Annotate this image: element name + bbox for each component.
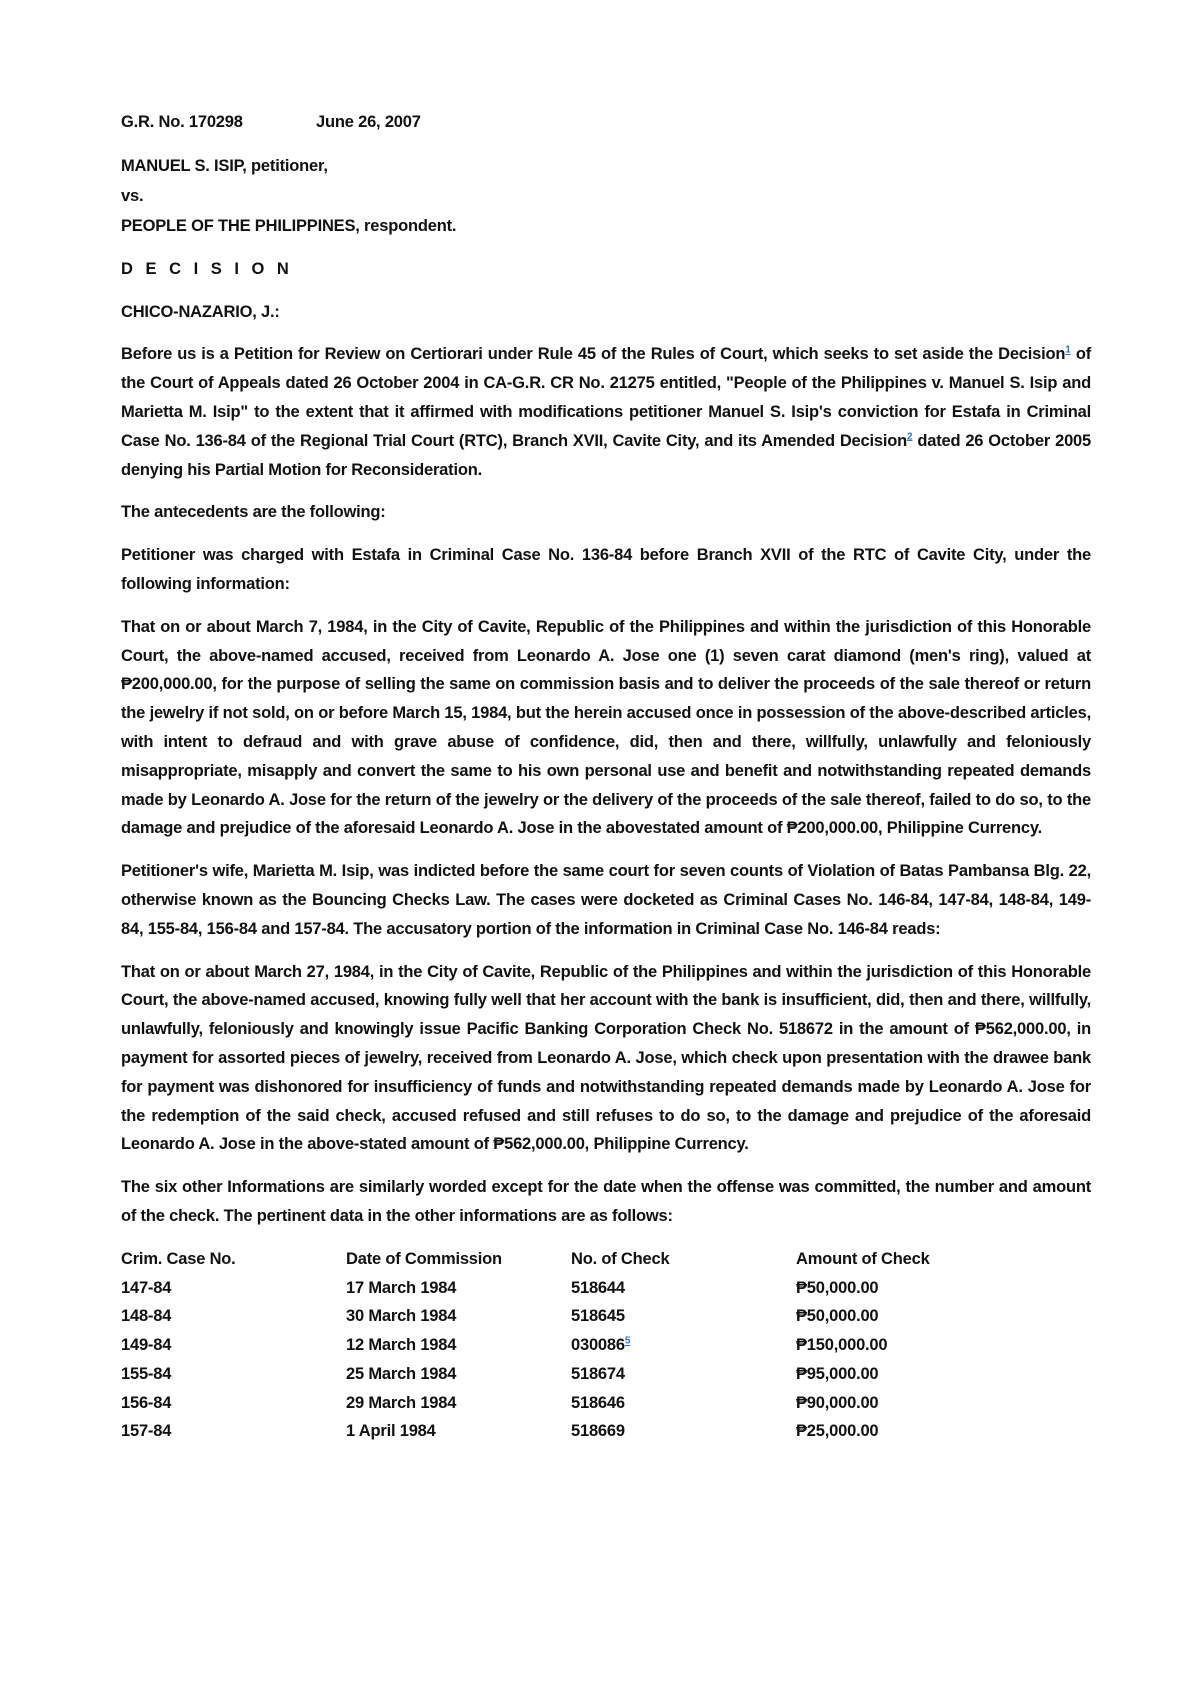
footnote-link-1[interactable]: 1 bbox=[1065, 344, 1071, 356]
petitioner-line: MANUEL S. ISIP, petitioner, bbox=[121, 156, 328, 175]
paragraph-charge: Petitioner was charged with Estafa in Criminal Case No. 136-84 before Branch XVII of the RTC of Cavite City, under the following information: bbox=[121, 546, 1091, 593]
check-no-cell: 518669 bbox=[571, 1422, 625, 1441]
check-no-text: 030086 bbox=[571, 1336, 625, 1355]
case-no-cell: 156-84 bbox=[121, 1393, 172, 1412]
date-cell: 1 April 1984 bbox=[346, 1422, 436, 1441]
case-header bbox=[121, 108, 1091, 137]
paragraph-intro bbox=[121, 340, 1091, 484]
amount-cell: ₱95,000.00 bbox=[796, 1364, 879, 1383]
paragraph-text: dated 26 October 2005 denying his Partial Motion for Reconsideration. bbox=[121, 431, 1091, 479]
case-caption bbox=[121, 151, 1091, 241]
check-no-cell: 518674 bbox=[571, 1364, 625, 1383]
footnote-link-2[interactable]: 2 bbox=[907, 431, 913, 443]
amount-cell: ₱50,000.00 bbox=[796, 1278, 879, 1297]
table-row bbox=[121, 1331, 1016, 1360]
table-header-row bbox=[121, 1245, 1016, 1274]
footnote-link-5[interactable]: 5 bbox=[624, 1335, 631, 1347]
paragraph-text: of the Court of Appeals dated 26 October 2004 in CA-G.R. CR No. 21275 entitled, "People of the Philippines v. Manuel S. Isip and Marietta M. Isip" to the extent that it affirmed with modifications petitioner Manuel S. Isip's conviction for Estafa in Criminal Case No. 136-84 of the Regional Trial Court (RTC), Branch XVII, Cavite City, and its Amended Decision bbox=[121, 345, 1092, 450]
case-no-cell: 149-84 bbox=[121, 1336, 172, 1355]
table-row bbox=[121, 1360, 1016, 1389]
amount-cell: ₱50,000.00 bbox=[796, 1307, 879, 1326]
column-header-date: Date of Commission bbox=[346, 1249, 502, 1268]
date-cell: 25 March 1984 bbox=[346, 1364, 457, 1383]
cases-table bbox=[121, 1245, 1016, 1447]
check-no-cell: 518646 bbox=[571, 1393, 625, 1412]
date-cell: 17 March 1984 bbox=[346, 1278, 457, 1297]
column-header-case-no: Crim. Case No. bbox=[121, 1249, 236, 1268]
respondent-line: PEOPLE OF THE PHILIPPINES, respondent. bbox=[121, 216, 457, 235]
case-no-cell: 148-84 bbox=[121, 1307, 172, 1326]
case-no-cell: 155-84 bbox=[121, 1364, 172, 1383]
check-no-cell bbox=[571, 1331, 796, 1360]
table-row bbox=[121, 1417, 1016, 1446]
column-header-amount: Amount of Check bbox=[796, 1249, 930, 1268]
date-cell: 29 March 1984 bbox=[346, 1393, 457, 1412]
check-no-cell: 518645 bbox=[571, 1307, 625, 1326]
table-row bbox=[121, 1274, 1016, 1303]
paragraph-bp22-information: That on or about March 27, 1984, in the City of Cavite, Republic of the Philippines and within the jurisdiction of this Honorable Court, the above-named accused, knowing fully well that her account with the bank is insufficient, did, then and there, willfully, unlawfully, feloniously and knowingly issue Pacific Banking Corporation Check No. 518672 in the amount of ₱562,000.00, in payment for assorted pieces of jewelry, received from Leonardo A. Jose, which check upon presentation with the drawee bank for payment was dishonored for insufficiency of funds and notwithstanding repeated demands made by Leonardo A. Jose for the redemption of the said check, accused refused and still refuses to do so, to the damage and prejudice of the aforesaid Leonardo A. Jose in the above-stated amount of ₱562,000.00, Philippine Currency. bbox=[121, 962, 1091, 1154]
amount-cell: ₱150,000.00 bbox=[796, 1336, 888, 1355]
amount-cell: ₱90,000.00 bbox=[796, 1393, 879, 1412]
case-no-cell: 157-84 bbox=[121, 1422, 172, 1441]
amount-cell: ₱25,000.00 bbox=[796, 1422, 879, 1441]
decision-heading: D E C I S I O N bbox=[121, 259, 293, 278]
date-cell: 30 March 1984 bbox=[346, 1307, 457, 1326]
ponente: CHICO-NAZARIO, J.: bbox=[121, 302, 280, 321]
case-no-cell: 147-84 bbox=[121, 1278, 172, 1297]
document-page bbox=[121, 108, 1091, 1446]
paragraph-text: Before us is a Petition for Review on Certiorari under Rule 45 of the Rules of Court, which seeks to set aside the Decision bbox=[121, 345, 1066, 364]
table-row bbox=[121, 1302, 1016, 1331]
check-no-cell: 518644 bbox=[571, 1278, 625, 1297]
date-cell: 12 March 1984 bbox=[346, 1336, 457, 1355]
gr-number: G.R. No. 170298 bbox=[121, 113, 243, 131]
paragraph-antecedents: The antecedents are the following: bbox=[121, 503, 386, 522]
decision-date: June 26, 2007 bbox=[316, 113, 421, 131]
paragraph-estafa-information: That on or about March 7, 1984, in the City of Cavite, Republic of the Philippines and within the jurisdiction of this Honorable Court, the above-named accused, received from Leonardo A. Jose one (1) seven carat diamond (men's ring), valued at ₱200,000.00, for the purpose of selling the same on commission basis and to deliver the proceeds of the sale thereof or return the jewelry if not sold, on or before March 15, 1984, but the herein accused once in possession of the above-described articles, with intent to defraud and with grave abuse of confidence, did, then and there, willfully, unlawfully and feloniously misappropriate, misapply and convert the same to his own personal use and benefit and notwithstanding repeated demands made by Leonardo A. Jose for the return of the jewelry or the delivery of the proceeds of the sale thereof, failed to do so, to the damage and prejudice of the aforesaid Leonardo A. Jose in the abovestated amount of ₱200,000.00, Philippine Currency. bbox=[121, 617, 1091, 838]
paragraph-other-informations: The six other Informations are similarly worded except for the date when the offense was committed, the number and amount of the check. The pertinent data in the other informations are as follows: bbox=[121, 1178, 1091, 1225]
table-row bbox=[121, 1389, 1016, 1418]
versus-line: vs. bbox=[121, 186, 144, 205]
column-header-check-no: No. of Check bbox=[571, 1249, 670, 1268]
paragraph-wife-indictment: Petitioner's wife, Marietta M. Isip, was indicted before the same court for seven counts of Violation of Batas Pambansa Blg. 22, otherwise known as the Bouncing Checks Law. The cases were docketed as Criminal Cases No. 146-84, 147-84, 148-84, 149-84, 155-84, 156-84 and 157-84. The accusatory portion of the information in Criminal Case No. 146-84 reads: bbox=[121, 862, 1091, 938]
